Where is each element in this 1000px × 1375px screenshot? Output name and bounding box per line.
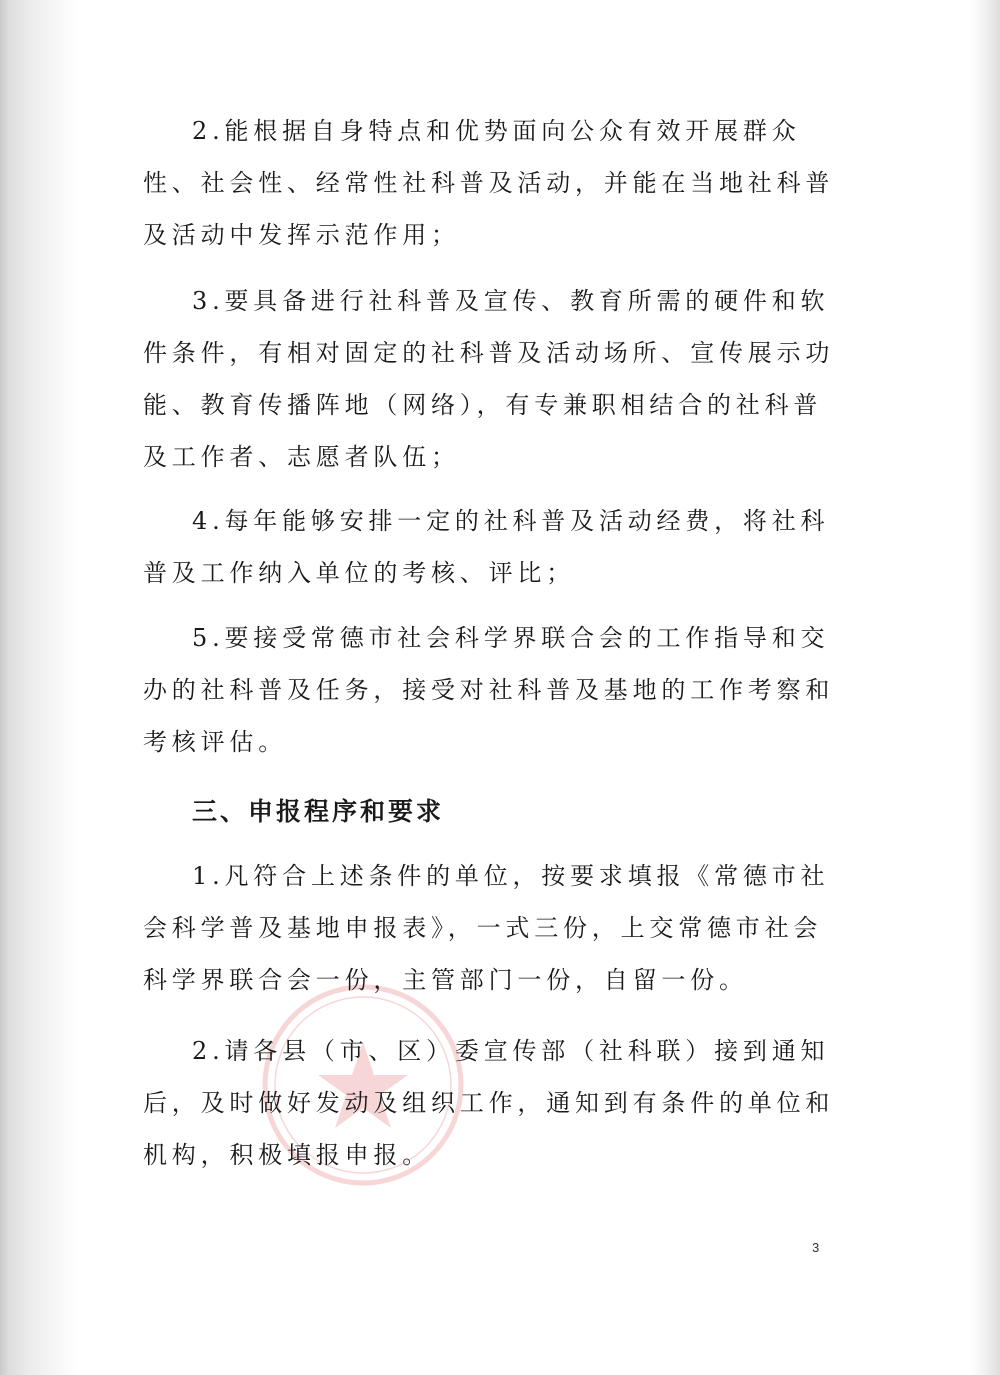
paragraph-procedure-1: 1.凡符合上述条件的单位，按要求填报《常德市社会科学普及基地申报表》，一式三份，上交常德市社会科学界联合会一份，主管部门一份，自留一份。 [143,862,830,994]
page-edge-shadow-left [0,0,80,1375]
paragraph-condition-4: 4.每年能够安排一定的社科普及活动经费，将社科普及工作纳入单位的考核、评比； [143,507,830,587]
paragraph-procedure-2: 2.请各县（市、区）委宣传部（社科联）接到通知后，及时做好发动及组织工作，通知到有条件的单位和机构，积极填报申报。 [143,1037,835,1169]
paragraph-condition-3: 3.要具备进行社科普及宣传、教育所需的硬件和软件条件，有相对固定的社科普及活动场所、宣传展示功能、教育传播阵地（网络），有专兼职相结合的社科普及工作者、志愿者队伍； [143,287,835,471]
page-number: 3 [812,1240,820,1255]
section-heading: 三、申报程序和要求 [192,797,445,826]
paragraph-condition-2: 2.能根据自身特点和优势面向公众有效开展群众性、社会性、经常性社科普及活动，并能在当地社科普及活动中发挥示范作用； [143,117,835,249]
page-edge-shadow-right [970,0,1000,1375]
paragraph-condition-5: 5.要接受常德市社会科学界联合会的工作指导和交办的社科普及任务，接受对社科普及基地的工作考察和考核评估。 [143,624,835,756]
